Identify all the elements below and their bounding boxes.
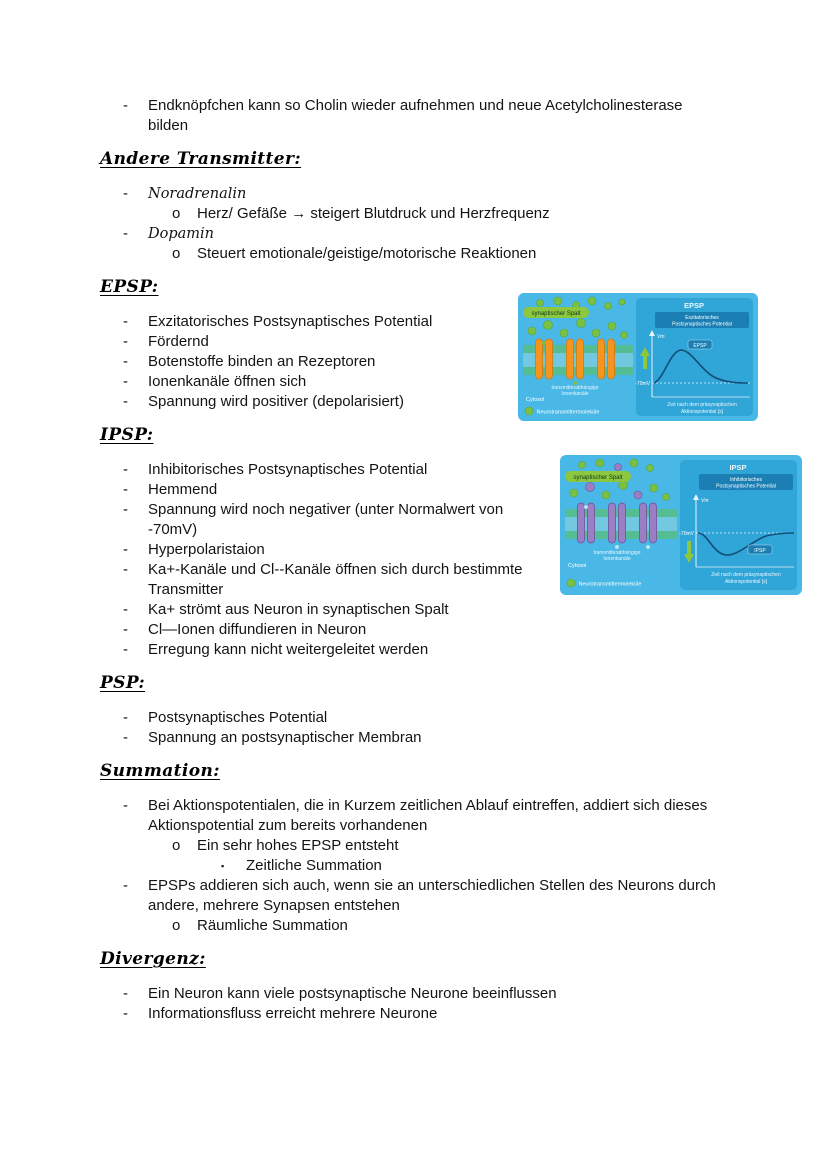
ipsp-diagram-image: [560, 455, 802, 599]
list-item: [100, 184, 776, 204]
legend-label: Neurotransmittermoleküle: [536, 409, 600, 416]
bullet-dash: -: [123, 561, 128, 578]
bullet-dash: -: [123, 709, 128, 726]
list-item: [100, 728, 776, 748]
figure-title: EPSP: [683, 301, 705, 310]
bullet-dash: -: [123, 461, 128, 478]
synaptic-cleft-label: synaptischer Spalt: [531, 311, 581, 317]
y-axis-label: Vm: [657, 334, 665, 340]
list-item-text: Ka+ strömt aus Neuron in synaptischen Spalt: [148, 601, 449, 618]
list-item: [100, 836, 776, 856]
epsp-diagram-image: [518, 293, 758, 425]
bullet-circle: o: [172, 205, 181, 222]
legend-dot: [525, 407, 533, 415]
list-item: [100, 876, 776, 916]
list-item: [100, 984, 776, 1004]
list-item-text: Fördernd: [148, 333, 209, 350]
transmitter-name: Noradrenalin: [148, 186, 247, 202]
section-heading-andere-transmitter: Andere Transmitter:: [100, 149, 302, 169]
list-item: [100, 96, 776, 136]
x-axis-label-line1: Zeit nach dem präsynaptischen: [711, 572, 781, 578]
bullet-dash: -: [123, 97, 128, 114]
section-heading-divergenz: Divergenz:: [100, 949, 206, 969]
bullet-dash: -: [123, 641, 128, 658]
list-item-text: Ein sehr hohes EPSP entsteht: [197, 837, 399, 854]
list-item-text: Hyperpolaristaion: [148, 541, 265, 558]
section-heading-summation: Summation:: [100, 761, 220, 781]
transmitter-name: Dopamin: [148, 226, 215, 242]
bullet-circle: o: [172, 245, 181, 262]
bullet-dash: -: [123, 1005, 128, 1022]
bullet-dash: -: [123, 225, 128, 242]
list-item-text: Exzitatorisches Postsynaptisches Potential: [148, 313, 433, 330]
bullet-dash: -: [123, 729, 128, 746]
list-item: [100, 916, 776, 936]
channel-label-line1: transmitterabhängige: [551, 385, 599, 391]
bullet-dash: -: [123, 541, 128, 558]
section-heading-ipsp: IPSP:: [100, 425, 154, 445]
bullet-circle: o: [172, 917, 181, 934]
list-item-text: Ionenkanäle öffnen sich: [148, 373, 307, 390]
caption-line1: Exzitatorisches: [685, 315, 719, 321]
list-item: [100, 204, 776, 224]
list-item-text: Postsynaptisches Potential: [148, 709, 328, 726]
bullet-dash: -: [123, 501, 128, 518]
list-item: [100, 620, 776, 640]
bullet-dash: -: [123, 185, 128, 202]
list-item-text: Informationsfluss erreicht mehrere Neurone: [148, 1005, 438, 1022]
caption-line1: Inhibitorisches: [730, 477, 762, 483]
bullet-circle: o: [172, 837, 181, 854]
list-item: [100, 856, 776, 876]
bullet-dash: -: [123, 621, 128, 638]
list-item: [100, 708, 776, 728]
list-item-text: Spannung an postsynaptischer Membran: [148, 729, 422, 746]
list-item-text: Zeitliche Summation: [246, 857, 382, 874]
curve-label: EPSP: [693, 342, 707, 349]
cytosol-label: Cytosol: [568, 563, 587, 569]
bullet-dash: -: [123, 797, 128, 814]
bullet-dash: -: [123, 601, 128, 618]
channel-label-line1: transmitterabhängige: [593, 550, 641, 556]
list-item-text: Cl—Ionen diffundieren in Neuron: [148, 621, 367, 638]
baseline-label: -70mV: [679, 531, 694, 537]
bullet-dash: -: [123, 393, 128, 410]
section-heading-psp: PSP:: [100, 673, 146, 693]
list-item-text: Spannung wird noch negativer (unter Normalwert von -70mV): [148, 501, 504, 538]
bullet-square: ▪: [221, 861, 225, 871]
list-item-text: Erregung kann nicht weitergeleitet werden: [148, 641, 429, 658]
bullet-dash: -: [123, 985, 128, 1002]
list-item-text: Ka+-Kanäle und Cl--Kanäle öffnen sich durch bestimmte Transmitter: [148, 561, 523, 598]
list-item: [100, 224, 776, 244]
list-item-text: Bei Aktionspotentialen, die in Kurzem zeitlichen Ablauf eintreffen, addiert sich dieses Aktionspotential zum bereits vorhandenen: [148, 797, 708, 834]
channel-label-line2: Ionenkanäle: [561, 391, 589, 397]
list-item-text: Inhibitorisches Postsynaptisches Potential: [148, 461, 428, 478]
list-item-text: Endknöpfchen kann so Cholin wieder aufnehmen und neue Acetylcholinesterase bilden: [148, 97, 683, 134]
list-item: [100, 244, 776, 264]
caption-line2: Postsynaptisches Potential: [672, 321, 732, 328]
list-item-text: Hemmend: [148, 481, 218, 498]
legend-dot: [567, 579, 575, 587]
cytosol-label: Cytosol: [526, 397, 545, 403]
channel-label-line2: Ionenkanäle: [603, 556, 631, 562]
bullet-dash: -: [123, 313, 128, 330]
list-item: [100, 796, 776, 836]
list-item-text: Spannung wird positiver (depolarisiert): [148, 393, 404, 410]
x-axis-label-line2: Aktionspotential [s]: [725, 579, 767, 585]
list-item: [100, 600, 776, 620]
legend-label: Neurotransmittermoleküle: [578, 581, 642, 588]
list-item-text: Ein Neuron kann viele postsynaptische Neurone beeinflussen: [148, 985, 557, 1002]
list-item-text: Herz/ Gefäße → steigert Blutdruck und Herzfrequenz: [197, 205, 550, 222]
bullet-dash: -: [123, 373, 128, 390]
y-axis-label: Vm: [701, 498, 709, 504]
caption-line2: Postsynaptisches Potential: [716, 483, 776, 490]
curve-label: IPSP: [754, 547, 766, 554]
bullet-dash: -: [123, 353, 128, 370]
list-item-text: Räumliche Summation: [197, 917, 348, 934]
synaptic-cleft-label: synaptischer Spalt: [573, 475, 623, 481]
epsp-diagram-svg: [518, 293, 758, 421]
x-axis-label-line2: Aktionspotential [s]: [681, 409, 723, 415]
figure-title: IPSP: [729, 463, 747, 472]
baseline-label: -70mV: [635, 381, 650, 387]
list-item-text: Steuert emotionale/geistige/motorische Reaktionen: [197, 245, 537, 262]
x-axis-label-line1: Zeit nach dem präsynaptischen: [667, 402, 737, 408]
list-item: [100, 640, 776, 660]
list-item-text: Botenstoffe binden an Rezeptoren: [148, 353, 376, 370]
bullet-dash: -: [123, 877, 128, 894]
bullet-dash: -: [123, 481, 128, 498]
section-heading-epsp: EPSP:: [100, 277, 159, 297]
ipsp-diagram-svg: [560, 455, 802, 595]
bullet-dash: -: [123, 333, 128, 350]
list-item: [100, 1004, 776, 1024]
list-item-text: EPSPs addieren sich auch, wenn sie an unterschiedlichen Stellen des Neurons durch andere, mehrere Synapsen entstehen: [148, 877, 716, 914]
